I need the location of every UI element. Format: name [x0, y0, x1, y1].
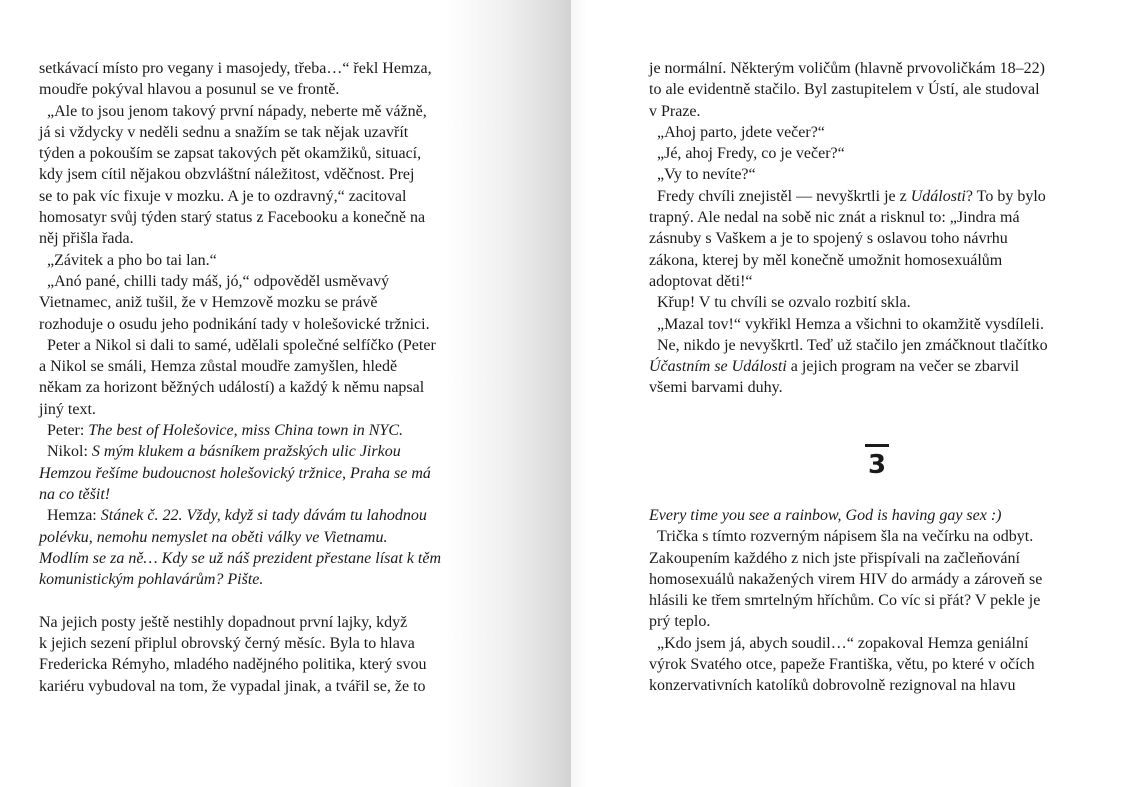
text-line	[39, 314, 501, 335]
text-segment: něj přišla řada.	[39, 230, 134, 248]
text-segment: „Ahoj parto, jdete večer?“	[657, 123, 825, 141]
text-line	[649, 356, 1109, 377]
text-line	[649, 271, 1109, 292]
text-segment: Vietnamec, aniž tušil, že v Hemzově mozku se právě	[39, 294, 378, 312]
text-segment: „Závitek a pho bo tai lan.“	[47, 251, 217, 269]
text-line	[39, 654, 501, 675]
right-page-text	[649, 58, 1109, 399]
text-segment: někam za horizont běžných událostí) a každý k němu napsal	[39, 379, 425, 397]
text-line	[39, 527, 501, 548]
text-segment: rozhoduje o osudu jeho podnikání tady v holešovické tržnici.	[39, 315, 430, 333]
text-line	[39, 356, 501, 377]
chapter-number: 3	[867, 450, 887, 480]
text-line	[649, 590, 1109, 611]
text-segment: kariéru vybudoval na tom, že vypadal jinak, a tvářil se, že to	[39, 677, 426, 695]
text-line	[39, 250, 501, 271]
italic-text: Účastním se Události	[649, 358, 787, 376]
text-line	[649, 505, 1109, 526]
text-segment: výrok Svatého otce, papeže Františka, větu, po které v očích	[649, 656, 1035, 674]
text-segment: „Anó pané, chilli tady máš, jó,“ odpověděl usměvavý	[47, 272, 390, 290]
text-line	[39, 186, 501, 207]
text-line	[39, 676, 501, 697]
text-line	[39, 399, 501, 420]
text-segment: kdy jsem cítil nějakou obzvláštní náležitost, vděčnost. Prej	[39, 166, 415, 184]
text-line	[39, 164, 501, 185]
text-line	[649, 228, 1109, 249]
text-segment: Fredy chvíli znejistěl — nevyškrtli je z	[657, 187, 911, 205]
italic-text: polévku, nemohu nemyslet na oběti války ve Vietnamu.	[39, 528, 388, 546]
text-segment: Hemza:	[47, 507, 101, 525]
text-segment: já si vždycky v neděli sednu a snažím se tak nějak uzavřít	[39, 123, 409, 141]
text-segment: Zakoupením každého z nich jste přispívali na začleňování	[649, 549, 1020, 567]
text-segment: a jejich program na večer se zbarvil	[786, 358, 1020, 376]
text-segment: Nikol:	[47, 443, 92, 461]
text-line	[649, 143, 1109, 164]
text-line	[649, 654, 1109, 675]
italic-text: The best of Holešovice, miss China town in NYC.	[88, 422, 403, 440]
text-line	[39, 79, 501, 100]
text-segment: Křup! V tu chvíli se ozvalo rozbití skla.	[657, 294, 911, 312]
text-line	[649, 335, 1109, 356]
italic-text: Stánek č. 22. Vždy, když si tady dávám tu lahodnou	[100, 507, 427, 525]
text-segment: homosexuálů nakažených virem HIV do armády a zároveň se	[649, 570, 1043, 588]
text-segment: hlásili ke třem smrtelným hříchům. Co víc si přát? V pekle je	[649, 592, 1041, 610]
text-segment: „Jé, ahoj Fredy, co je večer?“	[657, 145, 845, 163]
italic-text: S mým klukem a básníkem pražských ulic Jirkou	[91, 443, 401, 461]
text-segment: ? To by bylo	[965, 187, 1046, 205]
text-segment: všemi barvami duhy.	[649, 379, 783, 397]
text-line	[649, 250, 1109, 271]
text-line	[649, 79, 1109, 100]
text-segment: jiný text.	[39, 400, 96, 418]
text-line	[649, 611, 1109, 632]
italic-text: Modlím se za ně… Kdy se už náš prezident přestane lísat k těm	[39, 549, 442, 567]
text-segment: Trička s tímto rozverným nápisem šla na večírku na odbyt.	[657, 528, 1034, 546]
text-segment: týden a pokouším se zapsat takových pět okamžiků, situací,	[39, 145, 422, 163]
text-segment: adoptovat děti!“	[649, 272, 753, 290]
text-line	[39, 58, 501, 79]
text-line	[39, 122, 501, 143]
chapter-heading	[863, 444, 891, 479]
text-segment: zásnuby s Vaškem a je to spojený s oslavou toho návrhu	[649, 230, 1008, 248]
text-segment: „Ale to jsou jenom takový první nápady, neberte mě vážně,	[47, 102, 427, 120]
text-segment: „Vy to nevíte?“	[657, 166, 756, 184]
text-line	[39, 484, 501, 505]
text-line	[649, 292, 1109, 313]
text-line	[39, 271, 501, 292]
text-segment: zákona, kterej by měl konečně umožnit homosexuálům	[649, 251, 1003, 269]
text-line	[39, 101, 501, 122]
text-line	[649, 569, 1109, 590]
text-segment: v Praze.	[649, 102, 701, 120]
chapter-3-text	[649, 505, 1109, 697]
text-line	[649, 675, 1109, 696]
text-segment: Ne, nikdo je nevyškrtl. Teď už stačilo jen zmáčknout tlačítko	[657, 336, 1048, 354]
text-line	[649, 101, 1109, 122]
text-segment: „Mazal tov!“ vykřikl Hemza a všichni to okamžitě vysdíleli.	[657, 315, 1044, 333]
text-segment: Peter a Nikol si dali to samé, udělali společné selfíčko (Peter	[47, 336, 436, 354]
text-segment: setkávací místo pro vegany i masojedy, třeba…“ řekl Hemza,	[39, 60, 432, 77]
text-line	[39, 335, 501, 356]
text-segment: konzervativních katolíků dobrovolně rezignoval na hlavu	[649, 677, 1016, 695]
text-line	[39, 377, 501, 398]
italic-text: Události	[910, 187, 966, 205]
text-line	[649, 548, 1109, 569]
text-line	[39, 420, 501, 441]
text-segment: se to pak víc fixuje v mozku. A je to ozdravný,“ zacitoval	[39, 187, 407, 205]
text-line	[39, 207, 501, 228]
text-line	[39, 143, 501, 164]
text-line	[649, 164, 1109, 185]
italic-text: Every time you see a rainbow, God is having gay sex :)	[649, 507, 1002, 524]
left-page-text	[39, 58, 501, 697]
text-line	[39, 569, 501, 590]
text-line	[39, 612, 501, 633]
text-line	[39, 548, 501, 569]
text-line	[39, 633, 501, 654]
text-segment: trapný. Ale nedal na sobě nic znát a risknul to: „Jindra má	[649, 209, 1020, 227]
text-segment: a Nikol se smáli, Hemza zůstal moudře zamyšlen, hledě	[39, 358, 398, 376]
text-line	[649, 314, 1109, 335]
text-line	[649, 207, 1109, 228]
right-page	[571, 0, 1141, 787]
italic-text: na co těšit!	[39, 485, 111, 503]
chapter-rule	[865, 444, 889, 447]
paragraph-gap	[39, 590, 501, 611]
text-line	[649, 186, 1109, 207]
text-segment: je normální. Některým voličům (hlavně prvovoličkám 18–22)	[649, 60, 1045, 77]
text-segment: Fredericka Rémyho, mladého nadějného politika, který svou	[39, 656, 427, 674]
text-line	[649, 526, 1109, 547]
text-segment: moudře pokýval hlavou a posunul se ve frontě.	[39, 81, 340, 99]
text-line	[39, 228, 501, 249]
text-segment: to ale evidentně stačilo. Byl zastupitelem v Ústí, ale studoval	[649, 81, 1040, 99]
italic-text: Hemzou řešíme budoucnost holešovický tržnice, Praha se má	[39, 464, 431, 482]
text-line	[39, 441, 501, 462]
text-segment: prý teplo.	[649, 613, 711, 631]
text-segment: Peter:	[47, 422, 89, 440]
text-line	[649, 58, 1109, 79]
text-segment: Na jejich posty ještě nestihly dopadnout první lajky, když	[39, 613, 408, 631]
text-line	[39, 505, 501, 526]
text-line	[649, 377, 1109, 398]
text-segment: k jejich sezení připlul obrovský černý měsíc. Byla to hlava	[39, 635, 415, 653]
text-segment: „Kdo jsem já, abych soudil…“ zopakoval Hemza geniální	[657, 634, 1029, 652]
text-line	[39, 463, 501, 484]
text-line	[649, 633, 1109, 654]
text-segment: homosatyr svůj týden starý status z Facebooku a konečně na	[39, 209, 426, 227]
italic-text: komunistickým pohlavárům? Pište.	[39, 571, 264, 589]
text-line	[39, 292, 501, 313]
text-line	[649, 122, 1109, 143]
